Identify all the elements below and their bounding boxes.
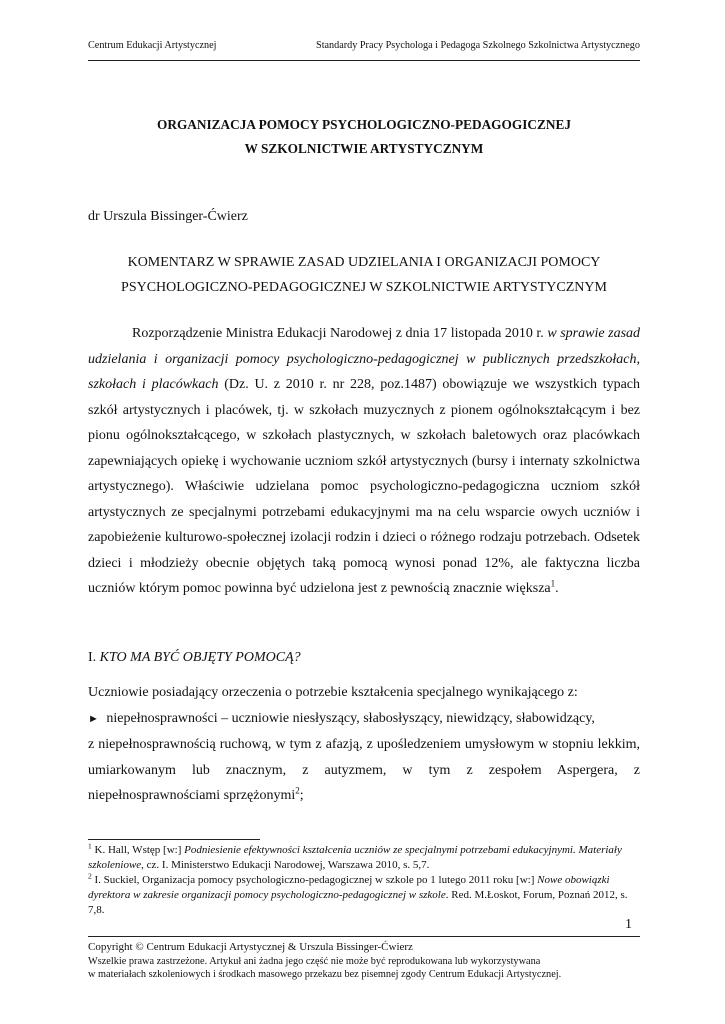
page-number: 1 bbox=[625, 917, 632, 932]
page-footer bbox=[88, 941, 640, 982]
bullet-text: niepełnosprawności – uczniowie niesłyszący, słabosłyszący, niewidzący, słabowidzący, bbox=[106, 710, 595, 726]
title-line-2: W SZKOLNICTWIE ARTYSTYCZNYM bbox=[244, 141, 484, 156]
comment-title bbox=[88, 251, 640, 300]
footer-rights-line-2: w materiałach szkoleniowych i środkach masowego przekazu bez pisemnej zgody Centrum Edukacji Artystycznej. bbox=[88, 969, 562, 980]
paragraph-2 bbox=[88, 680, 640, 809]
section-number: I. bbox=[88, 650, 97, 665]
footnote-1-number: 1 bbox=[88, 841, 92, 851]
paragraph-1-body: (Dz. U. z 2010 r. nr 228, poz.1487) obowiązuje we wszystkich typach szkół artystycznych i placówek, tj. w szkołach muzycznych z pionem ogólnokształcącym i bez pionu ogólnokształcącego, w szkołach plastycznych, w szkołach baletowych oraz placówkach zapewniających opiekę i wychowanie uczniom szkół artystycznych (bursy i internaty szkolnictwa artystycznego). Właściwie udzielana pomoc psychologiczno-pedagogiczna uczniom szkół artystycznych ze specjalnymi potrzebami edukacyjnymi ma na celu wsparcie owych uczniów i zapobieżenie kulturowo-społecznej izolacji rodzin i dzieci o różnego rodzaju potrzebach. Odsetek dzieci i młodzieży obecnie objętych taką pomocą wynosi ponad 12%, ale faktyczna liczba uczniów którym pomoc powinna być udzielona jest z pewnością znacznie większa bbox=[88, 377, 641, 596]
footnote-divider bbox=[88, 839, 260, 840]
continuation-text: z niepełnosprawnością ruchową, w tym z afazją, z upośledzeniem umysłowym w stopniu lekkim, umiarkowanym lub znacznym, z autyzmem, w tym z zespołem Aspergera, z niepełnosprawnościami sprzężonymi bbox=[88, 737, 640, 803]
bullet-arrow-icon: ► bbox=[88, 712, 99, 725]
footer-rights-line-1: Wszelkie prawa zastrzeżone. Artykuł ani żadna jego część nie może być reprodukowana lub wykorzystywana bbox=[88, 955, 541, 967]
paragraph-2-continuation bbox=[88, 732, 640, 809]
footnote-1 bbox=[88, 843, 640, 873]
footnote-1-post: , cz. I. Ministerstwo Edukacji Narodowej, Warszawa 2010, s. 5,7. bbox=[141, 859, 430, 871]
section-heading bbox=[88, 650, 301, 666]
footnote-2 bbox=[88, 873, 640, 918]
comment-title-line-1: KOMENTARZ W SPRAWIE ZASAD UDZIELANIA I ORGANIZACJI POMOCY bbox=[127, 255, 601, 270]
regulation-title: w sprawie zasad udzielania i organizacji pomocy psychologiczno-pedagogicznej w publicznych przedszkołach, szkołach i placówkach bbox=[88, 326, 641, 392]
paragraph-1-lead: Rozporządzenie Ministra Edukacji Narodowej z dnia 17 listopada 2010 r. bbox=[132, 326, 544, 341]
paragraph-2-intro: Uczniowie posiadający orzeczenia o potrzebie kształcenia specjalnego wynikającego z: bbox=[88, 685, 578, 700]
bullet-item bbox=[88, 706, 640, 733]
footnote-ref-1[interactable]: 1 bbox=[550, 578, 556, 589]
paragraph-2-end: ; bbox=[299, 788, 304, 803]
footnote-1-pre: K. Hall, Wstęp [w:] bbox=[91, 844, 185, 856]
footnote-2-pre: I. Suckiel, Organizacja pomocy psychologiczno-pedagogicznej w szkole po 1 lutego 2011 roku [w:] bbox=[91, 874, 538, 886]
footnote-ref-2[interactable]: 2 bbox=[295, 785, 300, 796]
comment-title-line-2: PSYCHOLOGICZNO-PEDAGOGICZNEJ W SZKOLNICTWIE ARTYSTYCZNYM bbox=[121, 279, 607, 295]
header-left: Centrum Edukacji Artystycznej bbox=[88, 40, 217, 51]
document-title bbox=[88, 113, 640, 161]
footer-copyright: Copyright © Centrum Edukacji Artystycznej & Urszula Bissinger-Ćwierz bbox=[88, 941, 413, 953]
footnote-2-number: 2 bbox=[88, 871, 92, 881]
footnote-1-title: Podniesienie efektywności kształcenia uczniów ze specjalnymi potrzebami edukacyjnymi. Materiały szkoleniowe bbox=[88, 844, 622, 871]
header-divider bbox=[88, 60, 640, 61]
author: dr Urszula Bissinger-Ćwierz bbox=[88, 209, 248, 224]
footnotes bbox=[88, 843, 640, 918]
footer-divider bbox=[88, 936, 640, 937]
section-title: KTO MA BYĆ OBJĘTY POMOCĄ? bbox=[99, 650, 301, 665]
paragraph-1 bbox=[88, 321, 640, 602]
title-line-1: ORGANIZACJA POMOCY PSYCHOLOGICZNO-PEDAGOGICZNEJ bbox=[157, 117, 571, 132]
footnote-2-post: . Red. M.Łoskot, Forum, Poznań 2012, s. 7,8. bbox=[88, 889, 628, 916]
paragraph-1-end: . bbox=[555, 581, 559, 596]
header-right: Standardy Pracy Psychologa i Pedagoga Szkolnego Szkolnictwa Artystycznego bbox=[316, 40, 640, 51]
footnote-2-title: Nowe obowiązki dyrektora w zakresie organizacji pomocy psychologiczno-pedagogicznej w szkole bbox=[88, 874, 610, 901]
page-header bbox=[88, 40, 640, 51]
